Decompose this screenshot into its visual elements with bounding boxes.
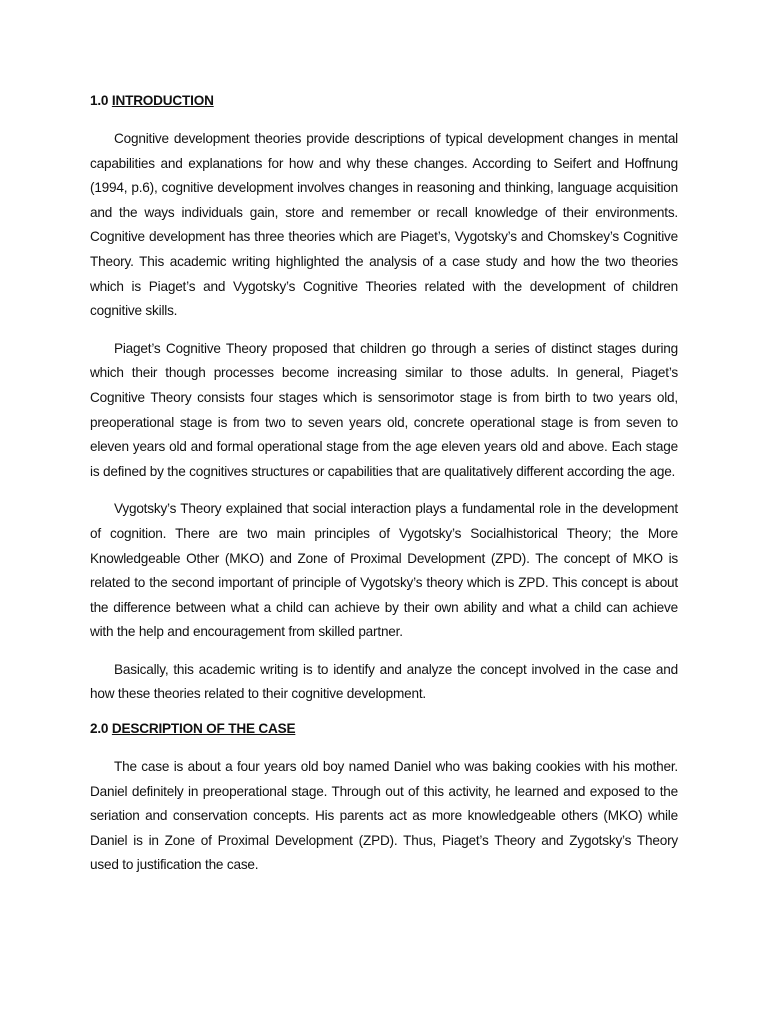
paragraph: The case is about a four years old boy named Daniel who was baking cookies with his mother. Daniel definitely in preoperational stage. Through out of this activity, he learned and exposed to the seriation and conservation concepts. His parents act as more knowledgeable others (MKO) while Daniel is in Zone of Proximal Development (ZPD). Thus, Piaget’s Theory and Zygotsky’s Theory used to justification the case. (90, 759, 678, 873)
section-heading-introduction (90, 92, 678, 110)
paragraph: Basically, this academic writing is to identify and analyze the concept involved in the case and how these theories related to their cognitive development. (90, 661, 678, 702)
section-title: DESCRIPTION OF THE CASE (111, 721, 296, 737)
document-body (90, 92, 678, 891)
section-number: 1.0 (90, 93, 109, 108)
section-number: 2.0 (90, 721, 109, 737)
section-title: INTRODUCTION (111, 93, 214, 108)
section-heading-description (90, 720, 678, 738)
paragraph: Cognitive development theories provide descriptions of typical development changes in mental capabilities and explanations for how and why these changes. According to Seifert and Hoffnung (1994, p.6), cognitive development involves changes in reasoning and thinking, language acquisition and the ways individuals gain, store and remember or recall knowledge of their environments. Cognitive development has three theories which are Piaget’s, Vygotsky’s and Chomskey’s Cognitive Theory. This academic writing highlighted the analysis of a case study and how the two theories which is Piaget’s and Vygotsky’s Cognitive Theories related with the development of children cognitive skills. (90, 131, 678, 319)
paragraph: Piaget’s Cognitive Theory proposed that children go through a series of distinct stages during which their though processes become increasing similar to those adults. In general, Piaget’s Cognitive Theory consists four stages which is sensorimotor stage is from birth to two years old, preoperational stage is from two to seven years old, concrete operational stage is from seven to eleven years old and formal operational stage from the age eleven years old and above. Each stage is defined by the cognitives structures or capabilities that are qualitatively different according the age. (90, 340, 678, 479)
paragraph: Vygotsky’s Theory explained that social interaction plays a fundamental role in the development of cognition. There are two main principles of Vygotsky’s Socialhistorical Theory; the More Knowledgeable Other (MKO) and Zone of Proximal Development (ZPD). The concept of MKO is related to the second important of principle of Vygotsky’s theory which is ZPD. This concept is about the difference between what a child can achieve by their own ability and what a child can achieve with the help and encouragement from skilled partner. (90, 501, 678, 640)
